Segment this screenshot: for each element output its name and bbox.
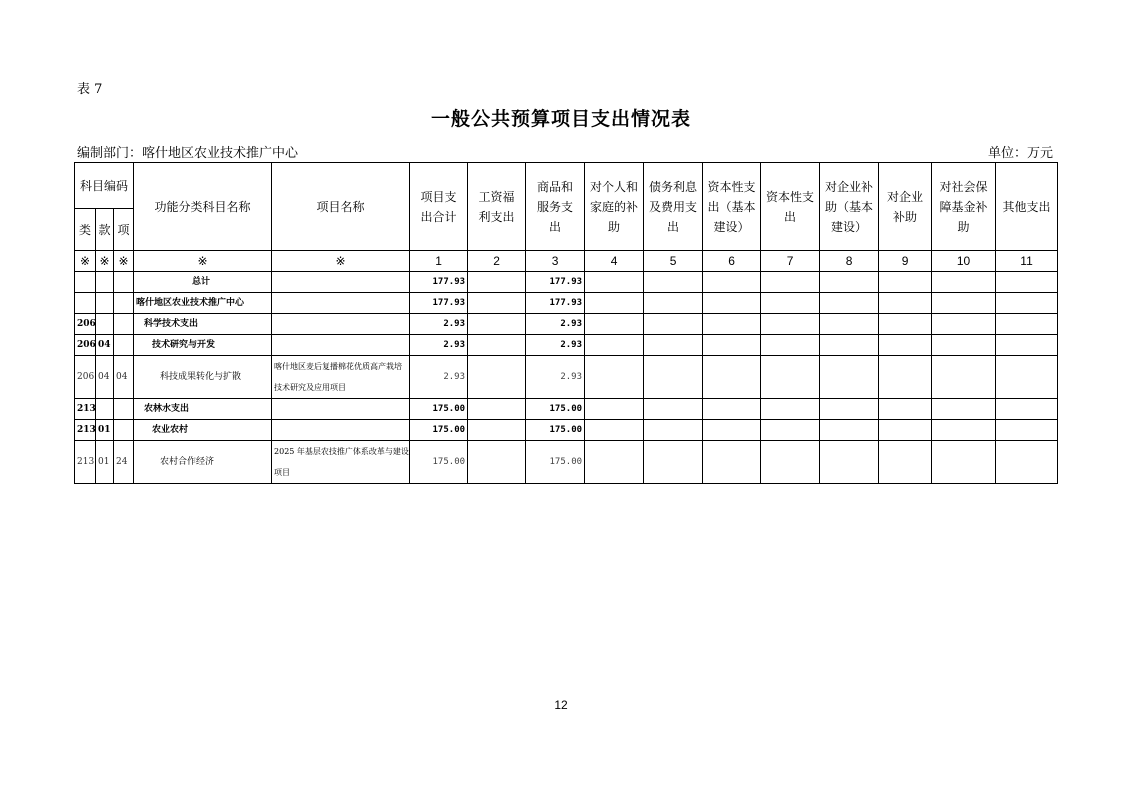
cell-xiang: [114, 399, 134, 420]
cell-personal: [585, 441, 644, 484]
cell-personal: [585, 293, 644, 314]
header-wages: 工资福利支出: [468, 163, 526, 251]
cell-total: 175.00: [410, 441, 468, 484]
cell-enterprise-base: [820, 420, 879, 441]
cell-func-name: 农村合作经济: [134, 441, 272, 484]
cell-personal: [585, 272, 644, 293]
cell-debt: [644, 293, 703, 314]
table-row: [75, 272, 1058, 293]
cell-other: [996, 356, 1058, 399]
cell-total: 177.93: [410, 293, 468, 314]
cell-lei: 206: [75, 356, 96, 399]
cell-enterprise-base: [820, 272, 879, 293]
cell-social: [932, 335, 996, 356]
header-social: 对社会保障基金补助: [932, 163, 996, 251]
index-cell: ※: [96, 251, 114, 272]
cell-lei: [75, 272, 96, 293]
cell-proj-name: [272, 335, 410, 356]
cell-debt: [644, 441, 703, 484]
header-personal: 对个人和家庭的补助: [585, 163, 644, 251]
cell-capital: [761, 441, 820, 484]
table-row: [75, 314, 1058, 335]
cell-social: [932, 272, 996, 293]
cell-wages: [468, 293, 526, 314]
header-capital-base: 资本性支出（基本建设）: [703, 163, 761, 251]
cell-lei: 213: [75, 399, 96, 420]
cell-capital: [761, 272, 820, 293]
cell-capital-base: [703, 335, 761, 356]
header-goods: 商品和服务支出: [526, 163, 585, 251]
cell-kuan: 01: [96, 441, 114, 484]
cell-func-name: 总计: [134, 272, 272, 293]
cell-capital: [761, 420, 820, 441]
cell-goods: 175.00: [526, 420, 585, 441]
cell-enterprise-base: [820, 335, 879, 356]
cell-enterprise-base: [820, 356, 879, 399]
cell-kuan: 04: [96, 356, 114, 399]
cell-capital: [761, 293, 820, 314]
cell-func-name: 农业农村: [134, 420, 272, 441]
cell-goods: 177.93: [526, 272, 585, 293]
index-cell: 9: [879, 251, 932, 272]
cell-kuan: [96, 314, 114, 335]
cell-capital-base: [703, 314, 761, 335]
cell-xiang: 24: [114, 441, 134, 484]
cell-total: 175.00: [410, 420, 468, 441]
cell-proj-name: [272, 293, 410, 314]
cell-goods: 177.93: [526, 293, 585, 314]
table-row: [75, 441, 1058, 484]
cell-proj-name: [272, 420, 410, 441]
cell-other: [996, 399, 1058, 420]
cell-capital-base: [703, 420, 761, 441]
cell-personal: [585, 420, 644, 441]
cell-xiang: [114, 314, 134, 335]
cell-debt: [644, 356, 703, 399]
cell-kuan: 04: [96, 335, 114, 356]
cell-func-name: 技术研究与开发: [134, 335, 272, 356]
cell-lei: 213: [75, 441, 96, 484]
cell-debt: [644, 399, 703, 420]
cell-social: [932, 356, 996, 399]
budget-table: [74, 162, 1058, 484]
cell-goods: 175.00: [526, 441, 585, 484]
cell-capital: [761, 314, 820, 335]
cell-proj-name: [272, 399, 410, 420]
cell-social: [932, 314, 996, 335]
header-total: 项目支出合计: [410, 163, 468, 251]
cell-enterprise-base: [820, 441, 879, 484]
index-cell: 3: [526, 251, 585, 272]
cell-proj-name: [272, 314, 410, 335]
table-row: [75, 335, 1058, 356]
cell-enterprise-base: [820, 293, 879, 314]
cell-xiang: [114, 293, 134, 314]
index-cell: 7: [761, 251, 820, 272]
cell-kuan: 01: [96, 420, 114, 441]
cell-personal: [585, 335, 644, 356]
page-title: 一般公共预算项目支出情况表: [430, 108, 691, 130]
header-other: 其他支出: [996, 163, 1058, 251]
cell-enterprise-base: [820, 399, 879, 420]
cell-enterprise-base: [820, 314, 879, 335]
cell-enterprise: [879, 293, 932, 314]
index-cell: 1: [410, 251, 468, 272]
cell-enterprise: [879, 420, 932, 441]
cell-capital-base: [703, 272, 761, 293]
cell-capital-base: [703, 441, 761, 484]
cell-other: [996, 272, 1058, 293]
cell-goods: 2.93: [526, 335, 585, 356]
department-label: 编制部门：喀什地区农业技术推广中心: [77, 146, 299, 161]
index-row: [75, 251, 1058, 272]
cell-personal: [585, 314, 644, 335]
cell-capital: [761, 399, 820, 420]
cell-xiang: [114, 272, 134, 293]
cell-total: 2.93: [410, 356, 468, 399]
header-enterprise-base: 对企业补助（基本建设）: [820, 163, 879, 251]
page-number: 12: [554, 698, 568, 712]
index-cell: 11: [996, 251, 1058, 272]
header-debt: 债务利息及费用支出: [644, 163, 703, 251]
index-cell: 4: [585, 251, 644, 272]
cell-total: 175.00: [410, 399, 468, 420]
cell-enterprise: [879, 441, 932, 484]
cell-capital-base: [703, 293, 761, 314]
cell-other: [996, 441, 1058, 484]
cell-proj-name: 喀什地区麦后复播棉花优质高产栽培技术研究及应用项目: [272, 356, 410, 399]
header-kuan: 款: [96, 209, 114, 251]
table-row: [75, 399, 1058, 420]
cell-debt: [644, 272, 703, 293]
index-cell: 5: [644, 251, 703, 272]
cell-wages: [468, 335, 526, 356]
cell-kuan: [96, 272, 114, 293]
cell-total: 2.93: [410, 335, 468, 356]
index-cell: 2: [468, 251, 526, 272]
index-cell: 8: [820, 251, 879, 272]
header-enterprise: 对企业补助: [879, 163, 932, 251]
cell-kuan: [96, 293, 114, 314]
cell-total: 177.93: [410, 272, 468, 293]
cell-social: [932, 399, 996, 420]
cell-func-name: 喀什地区农业技术推广中心: [134, 293, 272, 314]
cell-wages: [468, 356, 526, 399]
cell-xiang: [114, 420, 134, 441]
cell-capital: [761, 335, 820, 356]
cell-debt: [644, 314, 703, 335]
cell-personal: [585, 399, 644, 420]
cell-debt: [644, 335, 703, 356]
index-cell: ※: [272, 251, 410, 272]
cell-total: 2.93: [410, 314, 468, 335]
cell-lei: 206: [75, 314, 96, 335]
cell-wages: [468, 314, 526, 335]
cell-goods: 2.93: [526, 314, 585, 335]
cell-debt: [644, 420, 703, 441]
table-body: [75, 272, 1058, 484]
index-cell: ※: [114, 251, 134, 272]
table-row: [75, 293, 1058, 314]
cell-lei: 213: [75, 420, 96, 441]
header-func-name: 功能分类科目名称: [134, 163, 272, 251]
cell-kuan: [96, 399, 114, 420]
cell-other: [996, 420, 1058, 441]
cell-wages: [468, 272, 526, 293]
cell-social: [932, 441, 996, 484]
cell-enterprise: [879, 314, 932, 335]
cell-enterprise: [879, 399, 932, 420]
index-cell: ※: [134, 251, 272, 272]
header-lei: 类: [75, 209, 96, 251]
cell-social: [932, 420, 996, 441]
cell-goods: 175.00: [526, 399, 585, 420]
cell-lei: 206: [75, 335, 96, 356]
cell-func-name: 农林水支出: [134, 399, 272, 420]
cell-func-name: 科技成果转化与扩散: [134, 356, 272, 399]
cell-goods: 2.93: [526, 356, 585, 399]
cell-other: [996, 293, 1058, 314]
cell-wages: [468, 399, 526, 420]
cell-capital-base: [703, 399, 761, 420]
table-row: [75, 420, 1058, 441]
table-number: 表 7: [77, 82, 103, 97]
header-proj-name: 项目名称: [272, 163, 410, 251]
cell-capital-base: [703, 356, 761, 399]
cell-enterprise: [879, 272, 932, 293]
index-cell: ※: [75, 251, 96, 272]
cell-social: [932, 293, 996, 314]
cell-xiang: 04: [114, 356, 134, 399]
cell-lei: [75, 293, 96, 314]
cell-enterprise: [879, 356, 932, 399]
unit-label: 单位：万元: [987, 146, 1053, 161]
cell-func-name: 科学技术支出: [134, 314, 272, 335]
header-capital: 资本性支出: [761, 163, 820, 251]
cell-proj-name: 2025 年基层农技推广体系改革与建设项目: [272, 441, 410, 484]
header-xiang: 项: [114, 209, 134, 251]
cell-proj-name: [272, 272, 410, 293]
cell-other: [996, 314, 1058, 335]
index-cell: 10: [932, 251, 996, 272]
index-cell: 6: [703, 251, 761, 272]
cell-personal: [585, 356, 644, 399]
cell-other: [996, 335, 1058, 356]
cell-enterprise: [879, 335, 932, 356]
cell-wages: [468, 441, 526, 484]
header-subject-code: 科目编码: [75, 163, 134, 209]
cell-xiang: [114, 335, 134, 356]
cell-capital: [761, 356, 820, 399]
table-row: [75, 356, 1058, 399]
cell-wages: [468, 420, 526, 441]
